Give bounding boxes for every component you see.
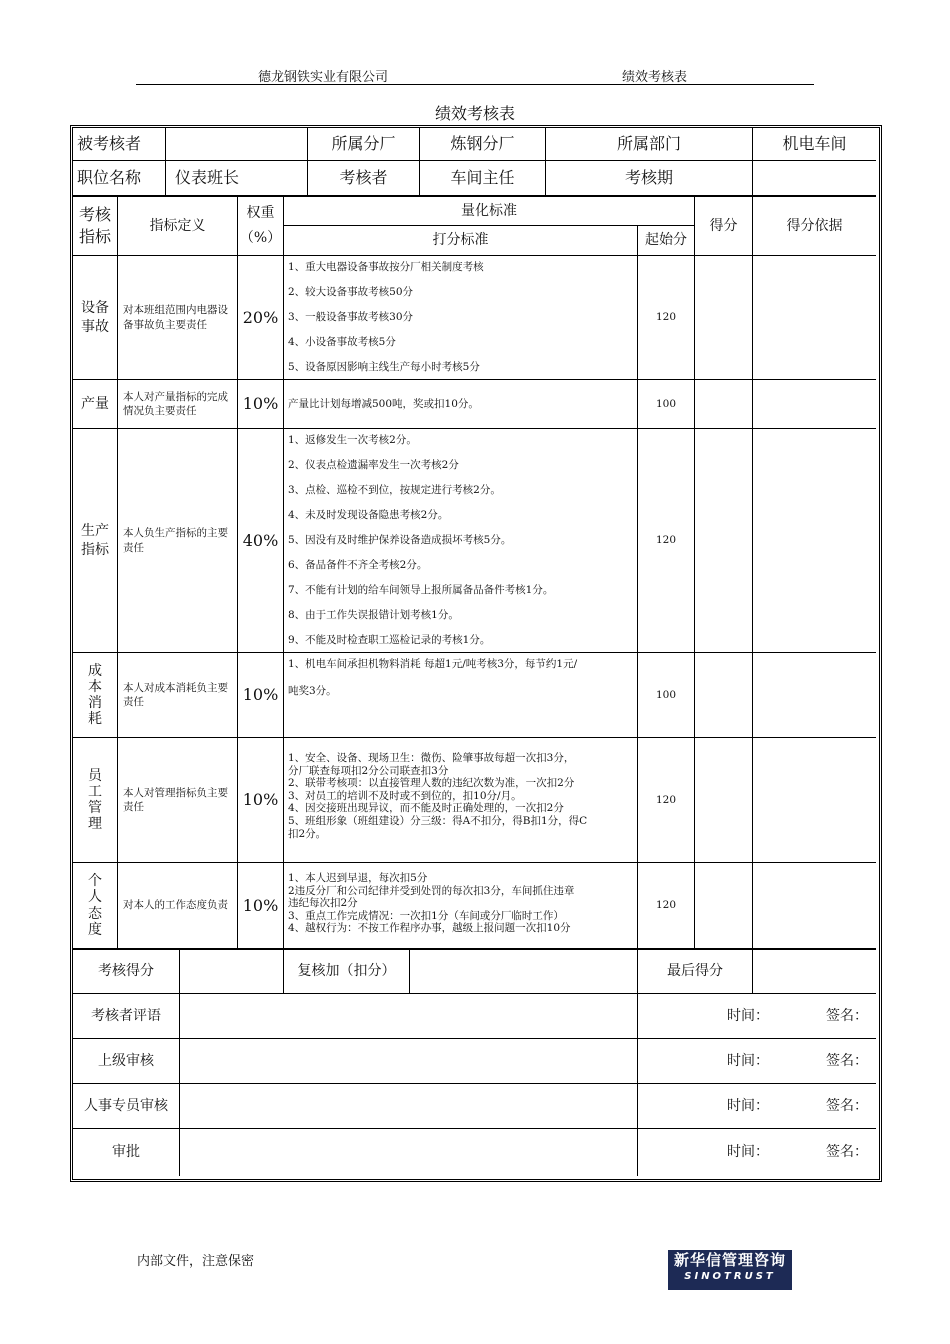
indicator-definition: 本人负生产指标的主要责任 xyxy=(123,527,228,554)
indicator-name: 成 本 消 耗 xyxy=(88,662,102,728)
base-score: 120 xyxy=(655,534,677,547)
score-field[interactable] xyxy=(695,380,752,428)
indicator-definition: 本人对产量指标的完成情况负主要责任 xyxy=(123,390,228,417)
page-title: 绩效考核表 xyxy=(434,104,515,123)
col-weight-line2: （%） xyxy=(239,230,282,246)
final-score-label: 最后得分 xyxy=(667,963,723,980)
dept-label: 所属部门 xyxy=(616,134,681,154)
assessor-value: 车间主任 xyxy=(450,168,515,188)
indicator-name: 个 人 态 度 xyxy=(88,873,102,938)
assessee-value-field[interactable] xyxy=(166,128,307,160)
col-quant: 量化标准 xyxy=(461,202,517,219)
scoring-criteria: 1、返修发生一次考核2分。 2、仪表点检遗漏率发生一次考核2分 3、点检、巡检不到位，按规定进行考核2分。 4、未及时发现设备隐患考核2分。 5、因没有及时维护保养设备造成损坏考核5分。 6、备品备件不齐全考核2分。 7、不能有计划的给车间领导上报所属备品备件考核1分。 8、由于工作失误报错计划考核1分。 9、不能及时检查职工巡检记录的考核1分。 xyxy=(288,434,554,646)
confidential-note: 内部文件，注意保密 xyxy=(137,1254,255,1269)
company-name: 德龙钢铁实业有限公司 xyxy=(258,70,389,85)
col-basis: 得分依据 xyxy=(786,217,843,234)
period-label: 考核期 xyxy=(624,168,673,188)
sign-label: 签名： xyxy=(826,1097,868,1114)
basis-field[interactable] xyxy=(753,429,876,652)
col-weight-line1: 权重 xyxy=(246,205,275,222)
basis-field[interactable] xyxy=(753,738,876,862)
review-adjust-field[interactable] xyxy=(410,950,637,993)
base-score: 120 xyxy=(655,793,677,806)
branch-label: 所属分厂 xyxy=(331,134,396,154)
col-indicator-line1: 考核 xyxy=(78,205,111,225)
approval-field[interactable] xyxy=(180,1129,637,1176)
basis-field[interactable] xyxy=(753,653,876,737)
indicator-weight: 10% xyxy=(242,685,279,705)
base-score: 100 xyxy=(655,688,677,701)
indicator-weight: 10% xyxy=(242,790,279,810)
basis-field[interactable] xyxy=(753,256,876,379)
final-score-field[interactable] xyxy=(753,950,876,993)
scoring-criteria: 1、本人迟到早退，每次扣5分 2违反分厂和公司纪律并受到处罚的每次扣3分，车间抓住违章 违纪每次扣2分 3、重点工作完成情况：一次扣1分（车间或分厂临时工作） 4、越权行为：不按工作程序办事，越级上报问题一次扣10分 xyxy=(288,872,575,935)
position-label: 职位名称 xyxy=(77,168,142,188)
indicator-definition: 本人对成本消耗负主要责任 xyxy=(123,681,228,708)
scoring-criteria: 产量比计划每增减500吨，奖或扣10分。 xyxy=(288,397,479,410)
header-doc-name: 绩效考核表 xyxy=(622,70,688,85)
sign-label: 签名： xyxy=(826,1052,868,1069)
indicator-weight: 40% xyxy=(242,530,279,550)
assessee-label: 被考核者 xyxy=(77,134,142,154)
indicator-name: 设备 事故 xyxy=(81,299,109,335)
indicator-name: 生产 指标 xyxy=(81,522,109,558)
base-score: 120 xyxy=(655,899,677,912)
indicator-name: 产量 xyxy=(81,395,109,412)
assessor-comment-field[interactable] xyxy=(180,994,637,1038)
col-base: 起始分 xyxy=(645,232,687,249)
basis-field[interactable] xyxy=(753,863,876,948)
header-divider xyxy=(136,84,814,85)
sinotrust-logo: 新华信管理咨询 SINOTRUST xyxy=(668,1250,792,1290)
indicator-definition: 本人对管理指标负主要责任 xyxy=(123,786,228,813)
indicator-definition: 对本人的工作态度负责 xyxy=(123,899,228,912)
supervisor-review-field[interactable] xyxy=(180,1039,637,1083)
scoring-criteria: 1、安全、设备、现场卫生：微伤、险肇事故每超一次扣3分， 分厂联查每项扣2分公司联查扣3分 2、联带考核项：以直接管理人数的违纪次数为准，一次扣2分 3、对员工的培训不及时或不到位的，扣10分/月。 4、因交接班出现异议，而不能及时正确处理的，一次扣2分 5、班组形象（班组建设）分三级：得A不扣分，得B扣1分，得C 扣2分。 xyxy=(288,752,588,840)
hr-review-label: 人事专员审核 xyxy=(84,1097,168,1114)
assessor-comment-label: 考核者评语 xyxy=(91,1007,161,1024)
indicator-name: 员 工 管 理 xyxy=(88,767,102,833)
base-score: 120 xyxy=(655,311,677,324)
score-field[interactable] xyxy=(695,256,752,379)
indicator-weight: 10% xyxy=(242,394,279,414)
sign-label: 签名： xyxy=(826,1144,868,1161)
time-label: 时间： xyxy=(727,1052,769,1069)
hr-review-field[interactable] xyxy=(180,1084,637,1128)
dept-value: 机电车间 xyxy=(782,134,847,154)
col-indicator xyxy=(73,197,117,255)
time-label: 时间： xyxy=(727,1007,769,1024)
total-score-label: 考核得分 xyxy=(98,963,154,980)
col-score: 得分 xyxy=(709,217,738,234)
score-field[interactable] xyxy=(695,429,752,652)
score-field[interactable] xyxy=(695,653,752,737)
scoring-criteria: 1、重大电器设备事故按分厂相关制度考核 2、较大设备事故考核50分 3、一般设备事故考核30分 4、小设备事故考核5分 5、设备原因影响主线生产每小时考核5分 xyxy=(288,261,484,373)
position-value: 仪表班长 xyxy=(175,168,240,188)
total-score-field[interactable] xyxy=(180,950,283,993)
supervisor-review-label: 上级审核 xyxy=(98,1052,154,1069)
assessor-label: 考核者 xyxy=(339,168,388,188)
col-weight xyxy=(238,197,283,255)
score-field[interactable] xyxy=(695,863,752,948)
sign-label: 签名： xyxy=(826,1007,868,1024)
indicator-weight: 20% xyxy=(242,307,279,327)
time-label: 时间： xyxy=(727,1097,769,1114)
base-score: 100 xyxy=(655,397,677,410)
grid-line xyxy=(117,197,118,948)
indicator-definition: 对本班组范围内电器设备事故负主要责任 xyxy=(123,304,228,331)
branch-value: 炼钢分厂 xyxy=(450,134,515,154)
review-adjust-label: 复核加（扣分） xyxy=(297,963,396,980)
grid-line xyxy=(283,197,284,948)
period-value-field[interactable] xyxy=(753,161,876,195)
col-definition: 指标定义 xyxy=(149,217,206,234)
indicator-weight: 10% xyxy=(242,895,279,915)
grid-line xyxy=(637,993,638,1176)
basis-field[interactable] xyxy=(753,380,876,428)
approval-label: 审批 xyxy=(112,1144,140,1161)
scoring-criteria: 1、机电车间承担机物料消耗 每超1元/吨考核3分，每节约1元/ 吨奖3分。 xyxy=(288,658,578,697)
col-indicator-line2: 指标 xyxy=(78,227,111,246)
score-field[interactable] xyxy=(695,738,752,862)
time-label: 时间： xyxy=(727,1144,769,1161)
col-scoring: 打分标准 xyxy=(432,232,489,249)
